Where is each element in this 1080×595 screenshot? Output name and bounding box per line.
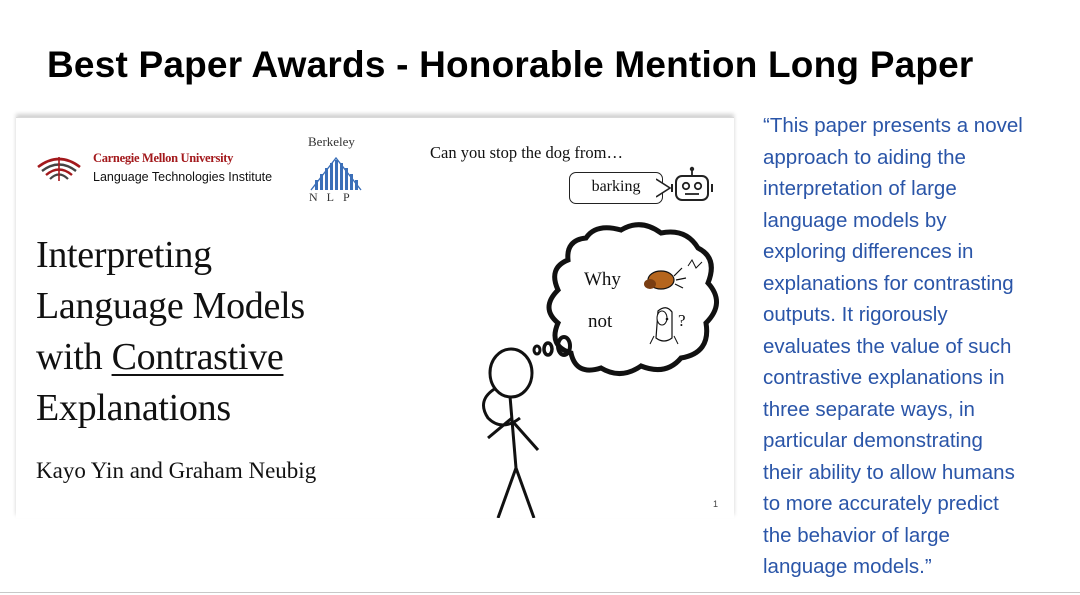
quote-line: their ability to allow humans	[763, 460, 1015, 484]
thought-not: not	[588, 311, 613, 332]
thought-dot	[534, 346, 540, 354]
berkeley-nlp-text: NLP	[309, 190, 359, 204]
thought-cloud	[549, 225, 717, 374]
paper-title	[36, 230, 305, 434]
quote-line: particular demonstrating	[763, 429, 983, 452]
slide-page-number: 1	[713, 499, 719, 509]
quote-line: contrastive explanations in	[763, 366, 1005, 389]
quote-line: three separate ways, in	[763, 397, 975, 421]
page-title: Best Paper Awards - Honorable Mention Long Paper	[47, 44, 974, 85]
robot-icon	[669, 166, 715, 206]
quote-line: the behavior of large	[763, 523, 950, 547]
thinking-figure-illustration	[436, 218, 736, 518]
thought-dot	[544, 343, 552, 355]
cmu-name: Carnegie Mellon University	[93, 151, 234, 165]
quote-line: to more accurately predict	[763, 492, 999, 515]
paper-slide	[16, 117, 734, 518]
lti-name: Language Technologies Institute	[93, 170, 273, 184]
bottom-divider	[0, 592, 1080, 593]
stick-figure	[484, 349, 539, 518]
award-quote	[763, 110, 1068, 583]
thought-question-mark: ?	[678, 311, 686, 330]
paper-title-line: Interpreting	[36, 234, 212, 276]
quote-line: exploring differences in	[763, 240, 974, 263]
paper-title-line: Explanations	[36, 387, 231, 429]
illustration-prompt: Can you stop the dog from…	[430, 143, 623, 162]
thought-why: Why	[584, 269, 621, 290]
quote-line: evaluates the value of such	[763, 334, 1012, 358]
quote-line: explanations for contrasting	[763, 271, 1014, 295]
berkeley-nlp-logo-icon	[309, 154, 363, 192]
speech-bubble: barking	[569, 172, 663, 204]
paper-title-line: Language Models	[36, 285, 305, 327]
paper-authors: Kayo Yin and Graham Neubig	[36, 458, 317, 483]
quote-line: language models by	[763, 208, 947, 232]
paper-title-line	[36, 332, 305, 383]
berkeley-label: Berkeley	[308, 134, 355, 149]
quote-line: interpretation of large	[763, 177, 957, 200]
quote-line: outputs. It rigorously	[763, 303, 948, 326]
quote-line: approach to aiding the	[763, 145, 966, 169]
cmu-logo-icon	[36, 149, 82, 183]
quote-line: language models.”	[763, 555, 932, 578]
quote-line: “This paper presents a novel	[763, 114, 1023, 137]
paper-title-word: with	[36, 336, 112, 378]
paper-title-underlined-word: Contrastive	[111, 336, 284, 378]
